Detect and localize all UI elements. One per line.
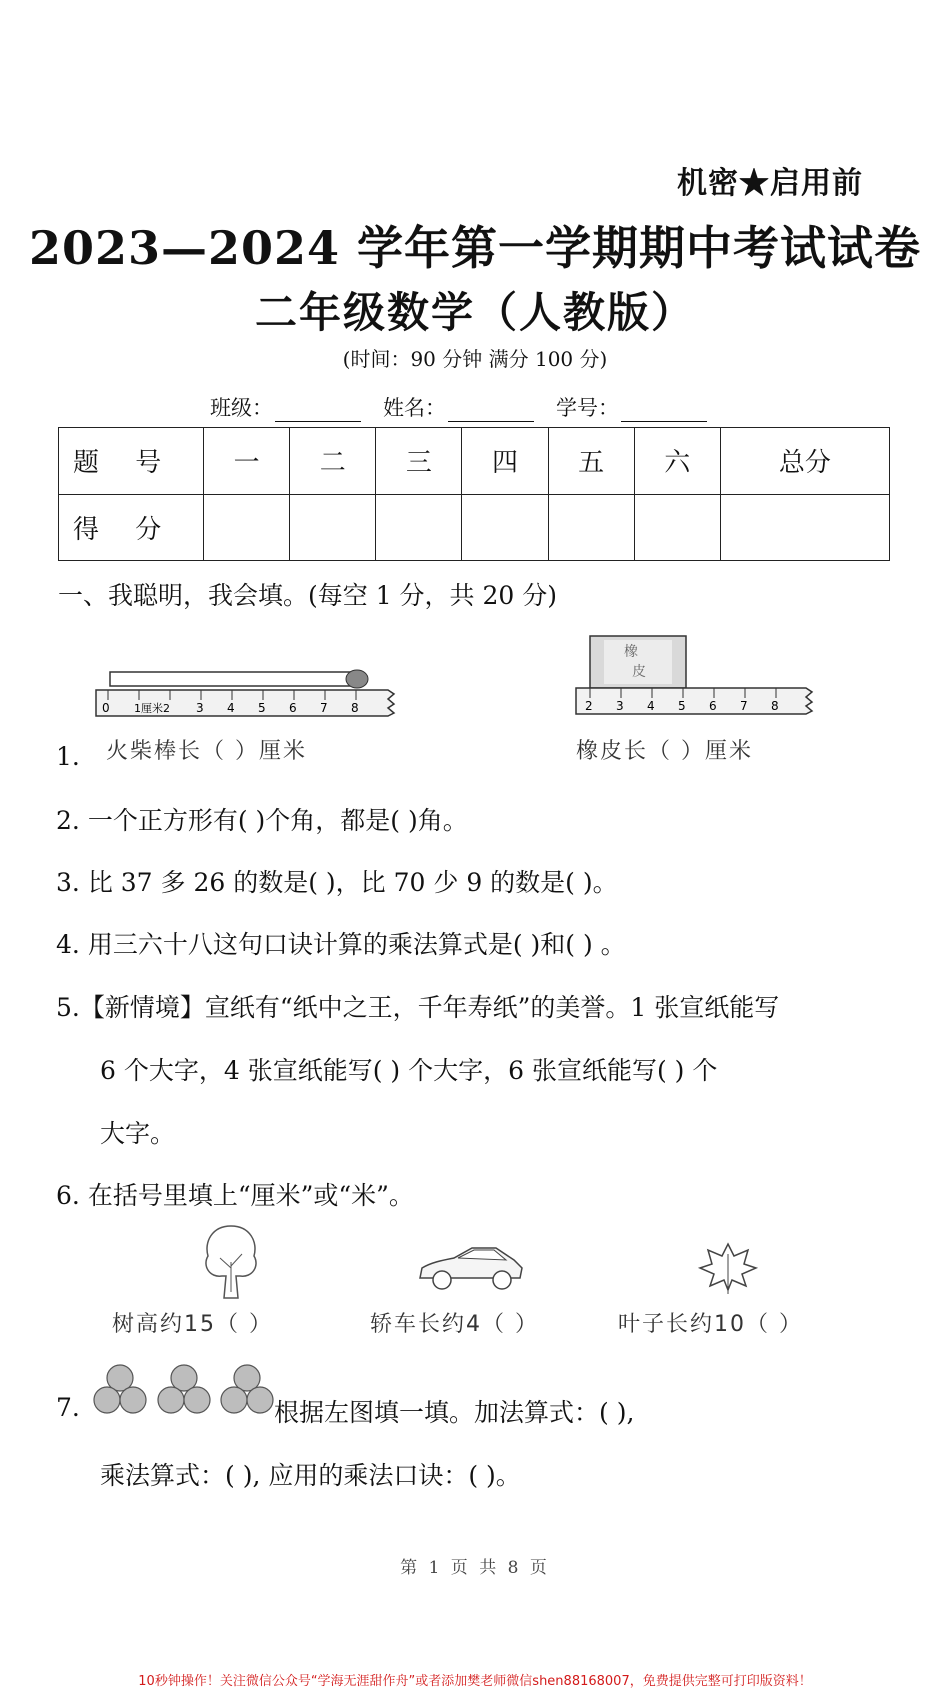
q7-line1: 根据左图填一填。加法算式：( ), bbox=[274, 1398, 635, 1427]
score-col-6: 六 bbox=[634, 428, 720, 495]
section-1-heading: 一、我聪明，我会填。(每空 1 分，共 20 分) bbox=[58, 581, 558, 610]
student-info-row bbox=[210, 392, 707, 422]
ruler1-tick-0: 0 bbox=[102, 701, 110, 715]
score-cell[interactable] bbox=[376, 494, 462, 561]
id-label: 学号： bbox=[556, 396, 619, 420]
q2 bbox=[56, 801, 468, 837]
q1-matchstick-label: 火柴棒长（ ）厘米 bbox=[106, 739, 307, 764]
score-col-2: 二 bbox=[290, 428, 376, 495]
score-cell[interactable] bbox=[204, 494, 290, 561]
ruler1-tick-5: 5 bbox=[258, 701, 266, 715]
score-cell[interactable] bbox=[290, 494, 376, 561]
exam-title: 2023—2024 学年第一学期期中考试试卷 bbox=[28, 221, 922, 275]
q5-line1 bbox=[56, 988, 779, 1024]
q5-line3: 大字。 bbox=[100, 1119, 176, 1148]
score-table bbox=[58, 427, 890, 561]
ruler1-tick-1: 1厘米2 bbox=[134, 702, 170, 715]
ruler2-tick-4: 4 bbox=[647, 699, 655, 713]
score-cell[interactable] bbox=[720, 494, 889, 561]
q1-eraser-label: 橡皮长（ ）厘米 bbox=[576, 739, 753, 764]
q6-text: 在括号里填上“厘米”或“米”。 bbox=[87, 1181, 414, 1210]
score-col-4: 四 bbox=[462, 428, 548, 495]
eraser-ruler-figure bbox=[572, 634, 822, 726]
ruler2-tick-7: 7 bbox=[740, 699, 748, 713]
matchstick-ruler-figure bbox=[92, 630, 402, 720]
name-blank[interactable] bbox=[448, 401, 534, 422]
score-col-total: 总分 bbox=[720, 428, 889, 495]
ruler2-tick-5: 5 bbox=[678, 699, 686, 713]
matchstick bbox=[110, 672, 360, 686]
id-field[interactable] bbox=[556, 392, 707, 422]
circle-group bbox=[221, 1365, 273, 1413]
exam-time-info: (时间：90 分钟 满分 100 分) bbox=[342, 347, 608, 371]
circle-group bbox=[94, 1365, 146, 1413]
eraser-char-1: 橡 bbox=[624, 644, 638, 660]
q3-number: 3. bbox=[56, 868, 80, 897]
score-col-1: 一 bbox=[204, 428, 290, 495]
q6 bbox=[56, 1176, 414, 1212]
q6-leaf-label: 叶子长约10（ ） bbox=[618, 1312, 803, 1337]
class-label: 班级： bbox=[210, 396, 273, 420]
q7-number: 7. bbox=[56, 1393, 80, 1422]
ruler1-tick-7: 7 bbox=[320, 701, 328, 715]
q4 bbox=[56, 925, 626, 961]
car-icon bbox=[414, 1240, 526, 1296]
name-label: 姓名： bbox=[383, 396, 446, 420]
q6-number: 6. bbox=[56, 1181, 80, 1210]
q2-text: 一个正方形有( )个角，都是( )角。 bbox=[87, 806, 468, 835]
score-cell[interactable] bbox=[548, 494, 634, 561]
matchstick-head bbox=[346, 670, 368, 688]
id-blank[interactable] bbox=[621, 401, 707, 422]
ruler1-tick-8: 8 bbox=[351, 701, 359, 715]
q5-number: 5. bbox=[56, 993, 80, 1022]
q6-tree-label: 树高约15（ ） bbox=[112, 1312, 273, 1337]
question-number-label: 题 号 bbox=[59, 428, 204, 495]
circle-group bbox=[158, 1365, 210, 1413]
score-col-3: 三 bbox=[376, 428, 462, 495]
ruler2-tick-2: 2 bbox=[585, 699, 593, 713]
ruler1-tick-4: 4 bbox=[227, 701, 235, 715]
promo-banner: 10秒钟操作！关注微信公众号“学海无涯甜作舟”或者添加樊老师微信shen88168007，免费提供完整可打印版资料！ bbox=[138, 1674, 812, 1689]
score-col-5: 五 bbox=[548, 428, 634, 495]
q3 bbox=[56, 863, 618, 899]
score-cell[interactable] bbox=[462, 494, 548, 561]
ruler1-tick-3: 3 bbox=[196, 701, 204, 715]
page-number: 第 1 页 共 8 页 bbox=[400, 1558, 550, 1578]
ruler2-tick-8: 8 bbox=[771, 699, 779, 713]
class-blank[interactable] bbox=[275, 401, 361, 422]
eraser-char-2: 皮 bbox=[632, 664, 646, 680]
score-value-row bbox=[59, 494, 890, 561]
q6-car-label: 轿车长约4（ ） bbox=[370, 1312, 539, 1337]
q2-number: 2. bbox=[56, 806, 80, 835]
q7-line2: 乘法算式：( ), 应用的乘法口诀：( )。 bbox=[100, 1461, 521, 1490]
name-field[interactable] bbox=[383, 392, 534, 422]
q4-number: 4. bbox=[56, 930, 80, 959]
q5-text-1: 【新情境】宣纸有“纸中之王，千年寿纸”的美誉。1 张宣纸能写 bbox=[79, 993, 780, 1022]
score-header-row bbox=[59, 428, 890, 495]
q4-text: 用三六十八这句口诀计算的乘法算式是( )和( ) 。 bbox=[87, 930, 626, 959]
score-cell[interactable] bbox=[634, 494, 720, 561]
ruler2-tick-3: 3 bbox=[616, 699, 624, 713]
circle-groups-figure bbox=[92, 1362, 278, 1426]
score-label: 得 分 bbox=[59, 494, 204, 561]
ruler2-tick-6: 6 bbox=[709, 699, 717, 713]
confidential-mark: 机密★启用前 bbox=[677, 166, 863, 201]
q3-text: 比 37 多 26 的数是( )，比 70 少 9 的数是( )。 bbox=[87, 868, 618, 897]
leaf-icon bbox=[696, 1240, 760, 1296]
class-field[interactable] bbox=[210, 392, 361, 422]
ruler1-tick-6: 6 bbox=[289, 701, 297, 715]
q1-number: 1. bbox=[56, 742, 80, 771]
exam-subject: 二年级数学（人教版） bbox=[254, 288, 695, 337]
tree-icon bbox=[198, 1222, 264, 1302]
q5-line2: 6 个大字，4 张宣纸能写( ) 个大字，6 张宣纸能写( ) 个 bbox=[100, 1056, 718, 1085]
